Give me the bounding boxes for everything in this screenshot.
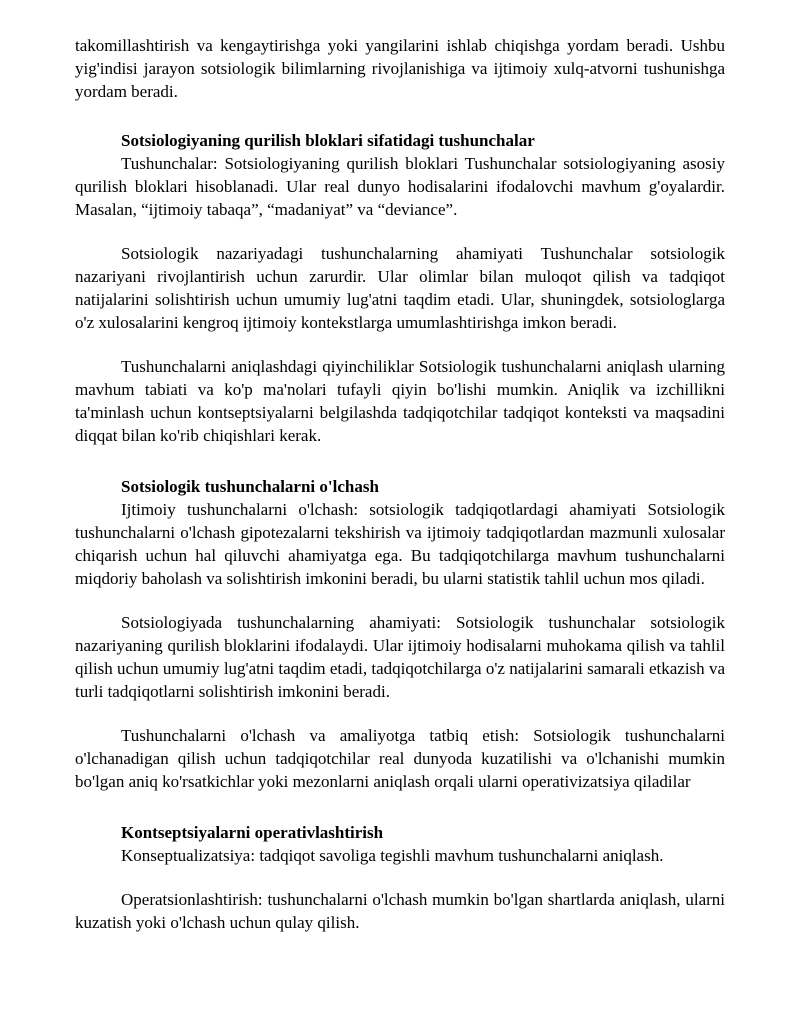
paragraph-operationalization: Operatsionlashtirish: tushunchalarni o'lchash mumkin bo'lgan shartlarda aniqlash, ularni kuzatish yoki o'lchash uchun qulay qilish. bbox=[75, 890, 725, 932]
paragraph-operationalization-practice: Tushunchalarni o'lchash va amaliyotga tatbiq etish: Sotsiologik tushunchalarni o'lchanadigan qilish uchun tadqiqotchilar real dunyoda kuzatilishi va o'lchanishi mumkin bo'lgan aniq ko'rsatkichlar yoki mezonlarni aniqlash orqali ularni operativizatsiya qiladilar bbox=[75, 726, 725, 791]
document-page bbox=[75, 34, 725, 934]
section-heading-measurement: Sotsiologik tushunchalarni o'lchash bbox=[121, 477, 379, 496]
paragraph-measurement: Ijtimoiy tushunchalarni o'lchash: sotsiologik tadqiqotlardagi ahamiyati Sotsiologik tushunchalarni o'lchash gipotezalarni tekshirish va ijtimoiy tadqiqotlardan mazmunli xulosalar chiqarish uchun hal qiluvchi ahamiyatga ega. Bu tadqiqotchilarga mavhum tushunchalarni miqdoriy baholash va solishtirish imkonini beradi, bu ularni statistik tahlil uchun mos qiladi. bbox=[75, 500, 725, 588]
paragraph-definition-difficulties: Tushunchalarni aniqlashdagi qiyinchiliklar Sotsiologik tushunchalarni aniqlash ularning mavhum tabiati va ko'p ma'nolari tufayli qiyin bo'lishi mumkin. Aniqlik va izchillikni ta'minlash uchun kontseptsiyalarni belgilashda tadqiqotchilar tadqiqot konteksti va maqsadini diqqat bilan ko'rib chiqishlari kerak. bbox=[75, 357, 725, 445]
paragraph-intro: takomillashtirish va kengaytirishga yoki yangilarini ishlab chiqishga yordam beradi. Ushbu yig'indisi jarayon sotsiologik bilimlarning rivojlanishiga va ijtimoiy xulq-atvorni tushunishga yordam beradi. bbox=[75, 36, 725, 101]
paragraph-conceptualization: Konseptualizatsiya: tadqiqot savoliga tegishli mavhum tushunchalarni aniqlash. bbox=[121, 846, 664, 865]
paragraph-concepts-importance: Sotsiologiyada tushunchalarning ahamiyati: Sotsiologik tushunchalar sotsiologik nazariyaning qurilish bloklarini ifodalaydi. Ular ijtimoiy hodisalarni muhokama qilish va tahlil qilish uchun umumiy lug'atni taqdim etadi, tadqiqotchilarga o'z natijalarini samarali etkazish va turli tadqiqotlarni solishtirish imkonini beradi. bbox=[75, 613, 725, 701]
section-heading-operationalization: Kontseptsiyalarni operativlashtirish bbox=[121, 823, 384, 842]
paragraph-concepts: Tushunchalar: Sotsiologiyaning qurilish bloklari Tushunchalar sotsiologiyaning asosiy qurilish bloklari hisoblanadi. Ular real dunyo hodisalarini ifodalovchi mavhum g'oyalardir. Masalan, “ijtimoiy tabaqa”, “madaniyat” va “deviance”. bbox=[75, 154, 725, 219]
paragraph-theory-importance: Sotsiologik nazariyadagi tushunchalarning ahamiyati Tushunchalar sotsiologik nazariyani rivojlantirish uchun zarurdir. Ular olimlar bilan muloqot qilish va tadqiqot natijalarini solishtirish uchun umumiy lug'atni taqdim etadi. Ular, shuningdek, sotsiologlarga o'z xulosalarini kengroq ijtimoiy kontekstlarga umumlashtirishga imkon beradi. bbox=[75, 244, 725, 332]
section-heading-concepts: Sotsiologiyaning qurilish bloklari sifatidagi tushunchalar bbox=[121, 131, 535, 150]
